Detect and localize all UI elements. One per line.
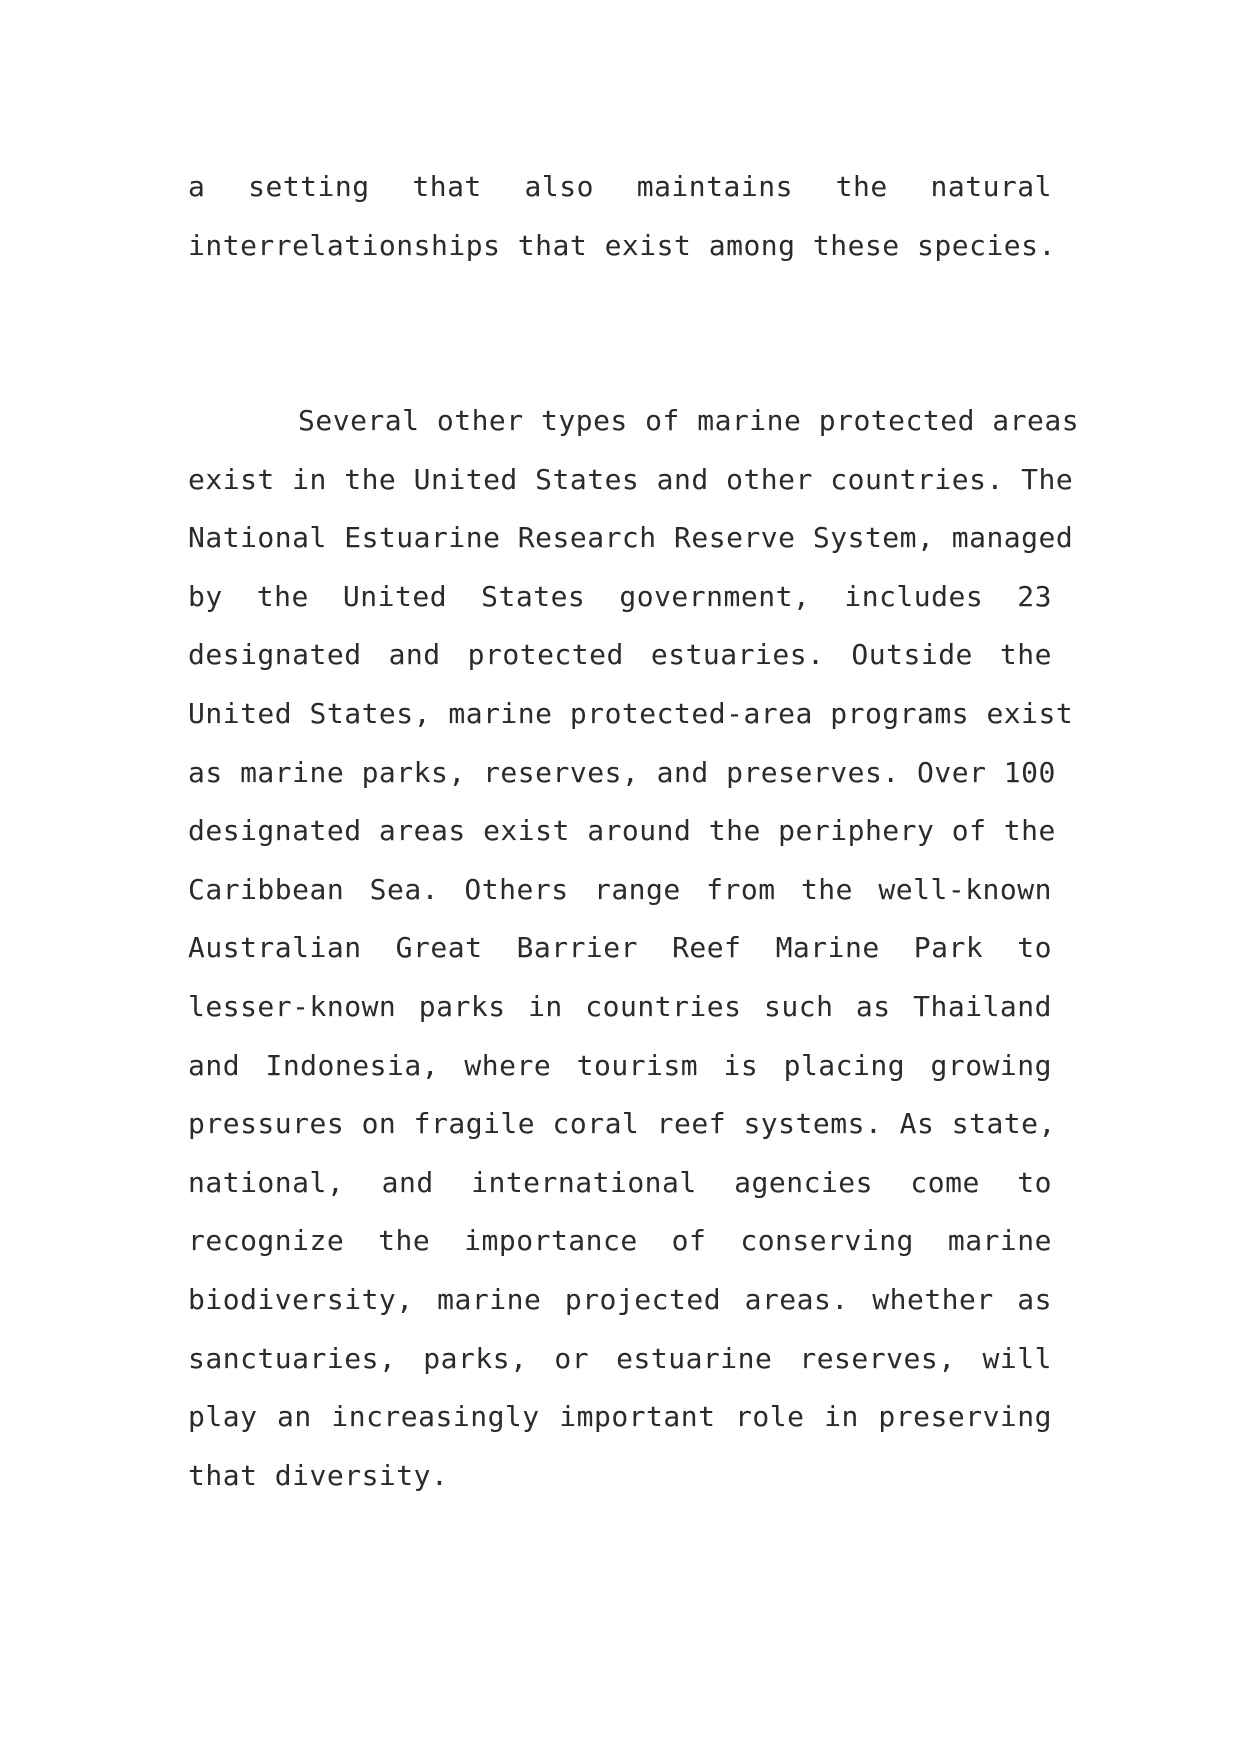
text-line: that diversity. xyxy=(188,1458,449,1492)
text-line: designated areas exist around the periphery of the xyxy=(188,814,1056,848)
text-line: designated and protected estuaries. Outside the xyxy=(188,638,1052,672)
text-line: play an increasingly important role in preserving xyxy=(188,1400,1052,1434)
text-line: a setting that also maintains the natural xyxy=(188,170,1052,203)
text-line: national, and international agencies come to xyxy=(188,1165,1052,1199)
text-line: exist in the United States and other countries. The xyxy=(188,462,1074,496)
text-line: interrelationships that exist among these species. xyxy=(188,228,1056,262)
text-line: by the United States government, includes 23 xyxy=(188,579,1052,613)
paragraph-continuation xyxy=(188,158,1056,275)
text-line: pressures on fragile coral reef systems. As state, xyxy=(188,1107,1056,1141)
text-line: National Estuarine Research Reserve System, managed xyxy=(188,521,1074,555)
text-line: biodiversity, marine projected areas. whether as xyxy=(188,1282,1052,1316)
text-line: United States, marine protected-area programs exist xyxy=(188,696,1074,730)
text-line: Several other types of marine protected areas xyxy=(298,404,1080,437)
text-line: recognize the importance of conserving marine xyxy=(188,1224,1052,1258)
text-line: as marine parks, reserves, and preserves. Over 100 xyxy=(188,755,1056,789)
text-line: and Indonesia, where tourism is placing growing xyxy=(188,1048,1052,1082)
text-line: sanctuaries, parks, or estuarine reserves, will xyxy=(188,1341,1052,1375)
text-line: lesser-known parks in countries such as Thailand xyxy=(188,989,1052,1023)
text-line: Australian Great Barrier Reef Marine Park to xyxy=(188,931,1052,965)
paragraph-marine-protected-areas xyxy=(188,392,1080,1505)
text-line: Caribbean Sea. Others range from the well-known xyxy=(188,872,1052,906)
